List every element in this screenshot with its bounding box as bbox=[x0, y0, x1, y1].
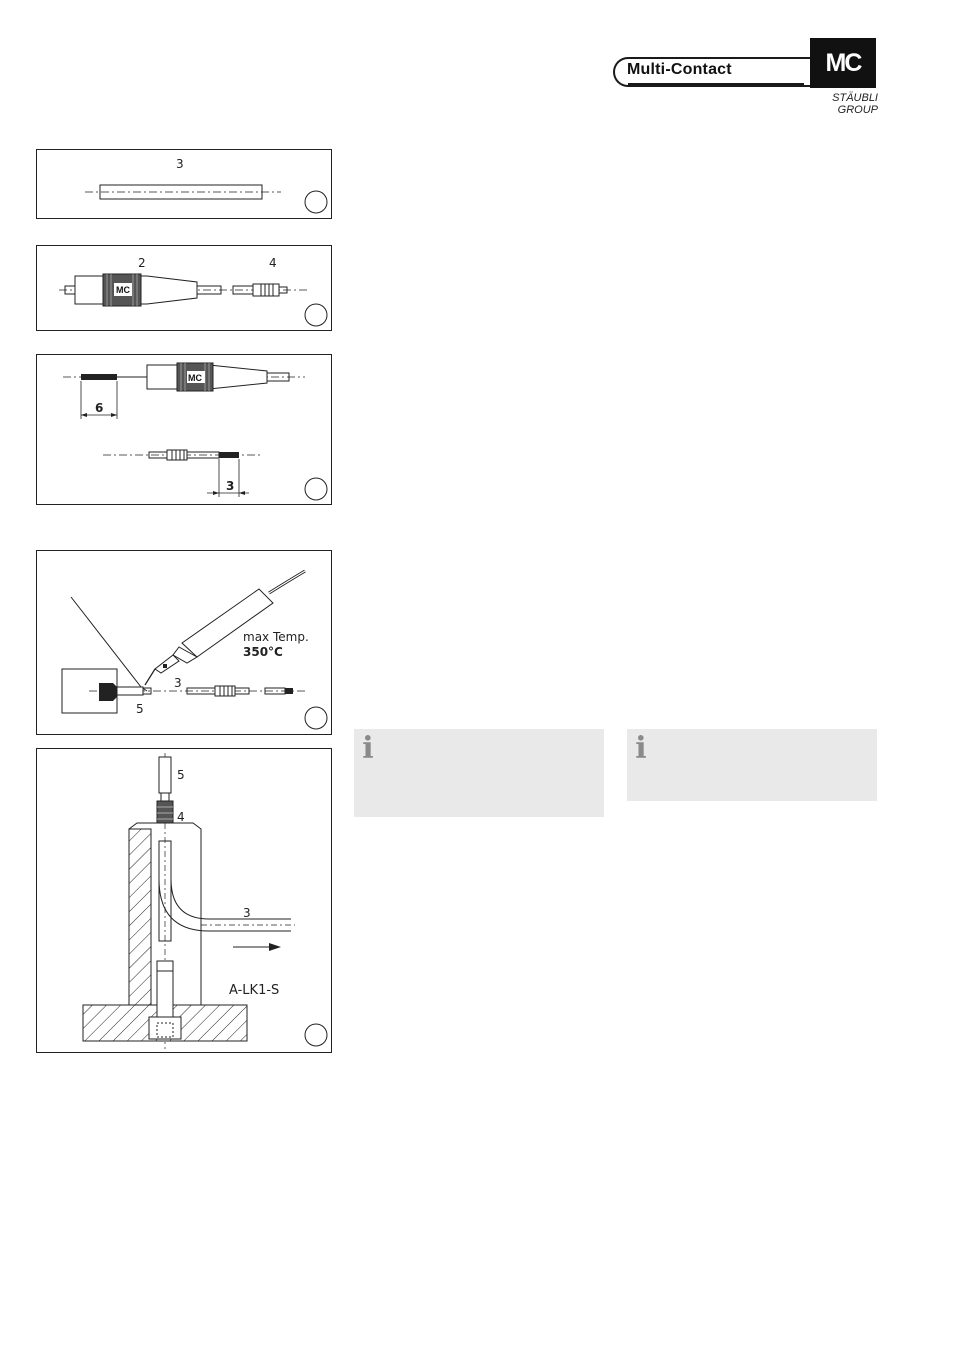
fig3-dim-3: 3 bbox=[226, 479, 235, 493]
figure-4-soldering bbox=[36, 550, 332, 735]
fig2-label-2: 2 bbox=[138, 256, 146, 270]
figure-2-parts bbox=[36, 245, 332, 331]
fig4-temp-line2: 350°C bbox=[243, 645, 283, 659]
fig4-label-3: 3 bbox=[174, 676, 182, 690]
fig3-sleeve-mark: MC bbox=[188, 373, 202, 383]
brand-mark: MC bbox=[810, 38, 876, 88]
info-icon: i bbox=[635, 731, 647, 766]
fig3-dim-6: 6 bbox=[95, 401, 104, 415]
fig4-temp-line1: max Temp. bbox=[243, 630, 309, 644]
figure-2-drawing bbox=[37, 246, 333, 332]
brand-name: Multi-Contact bbox=[627, 61, 732, 78]
fig2-step-circle bbox=[305, 304, 327, 326]
figure-1-drawing bbox=[37, 150, 333, 220]
fig5-step-circle bbox=[305, 1024, 327, 1046]
info-box-left bbox=[354, 729, 604, 817]
fig1-label-3: 3 bbox=[176, 157, 184, 171]
brand-group: STÄUBLI GROUP bbox=[832, 92, 878, 116]
fig4-step-circle bbox=[305, 707, 327, 729]
figure-1-cable bbox=[36, 149, 332, 219]
info-box-right bbox=[627, 729, 877, 801]
fig1-step-circle bbox=[305, 191, 327, 213]
fig3-step-circle bbox=[305, 478, 327, 500]
fig2-label-4: 4 bbox=[269, 256, 277, 270]
figure-3-stripping bbox=[36, 354, 332, 505]
fig4-label-5: 5 bbox=[136, 702, 144, 716]
fig5-label-3: 3 bbox=[243, 906, 251, 920]
fig2-sleeve-mark: MC bbox=[116, 285, 130, 295]
figure-3-drawing bbox=[37, 355, 333, 506]
figure-5-drawing bbox=[37, 749, 333, 1054]
fig5-tool-name: A-LK1-S bbox=[229, 983, 280, 998]
figure-4-drawing bbox=[37, 551, 333, 736]
figure-5-assembly-tool bbox=[36, 748, 332, 1053]
brand-underline bbox=[628, 83, 804, 85]
fig5-label-5: 5 bbox=[177, 768, 185, 782]
fig5-label-4: 4 bbox=[177, 810, 185, 824]
info-icon: i bbox=[362, 731, 374, 766]
